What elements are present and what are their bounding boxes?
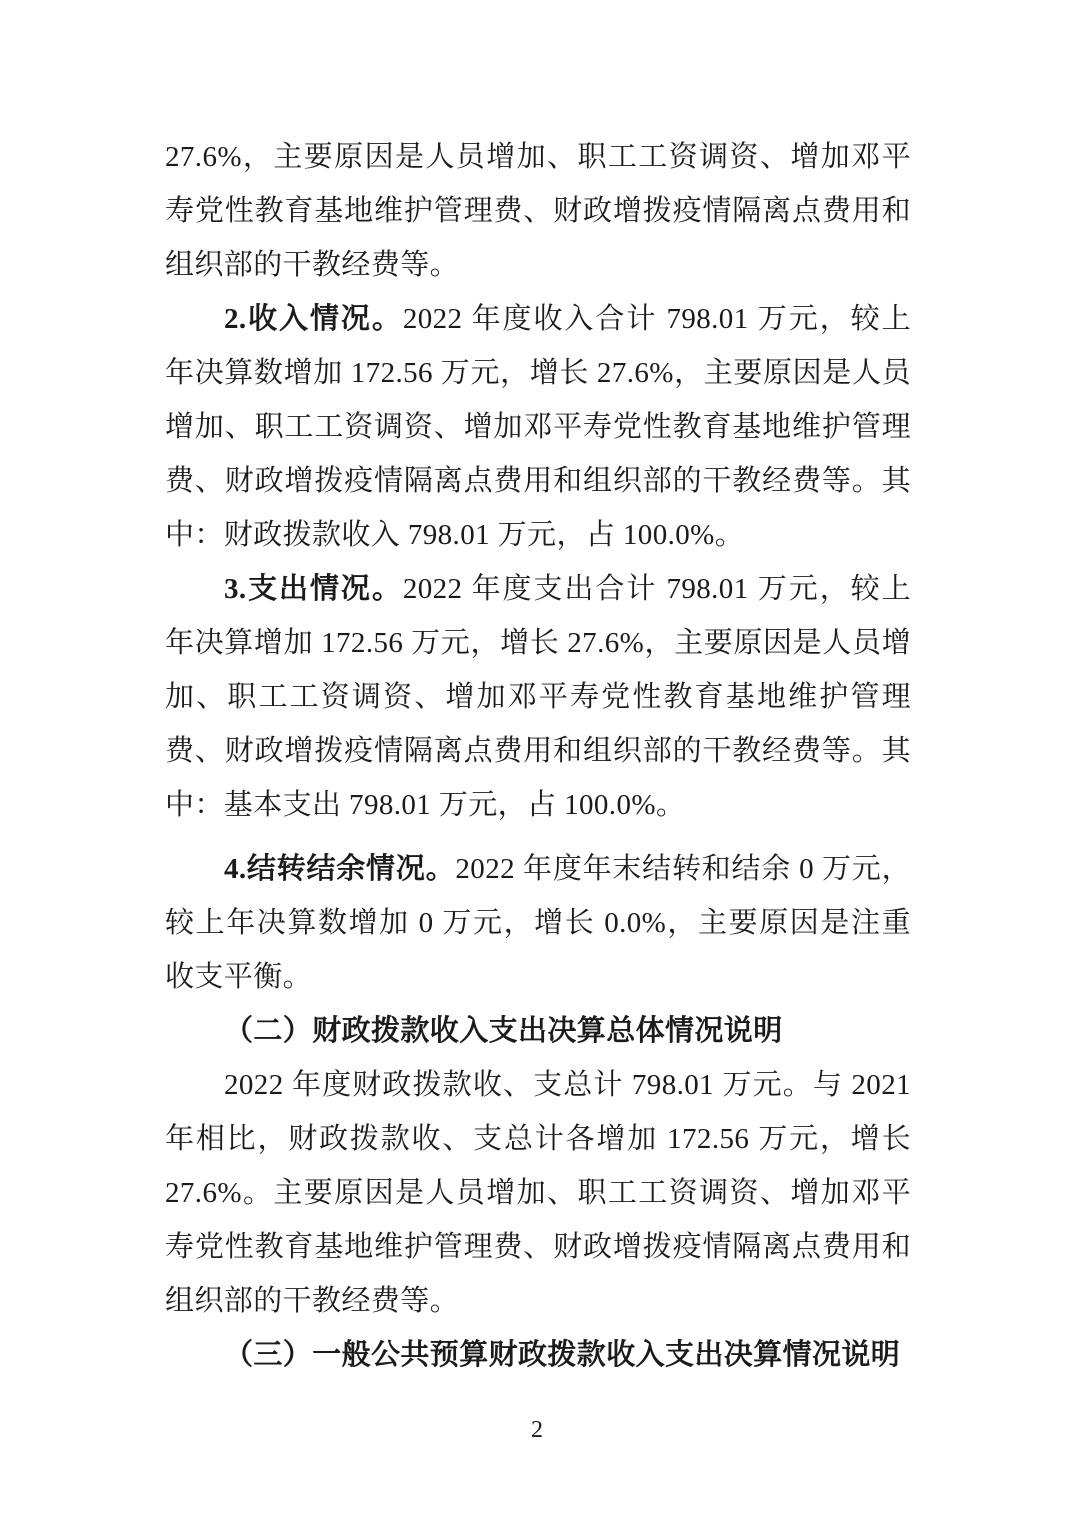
text-run: 2022 年度财政拨款收、支总计 798.01 万元。与 2021 年相比，财政拨款收、支总计各增加 172.56 万元，增长 27.6%。主要原因是人员增加、职工工资调资、增加邓平寿党性教育基地维护管理费、财政增拨疫情隔离点费用和组织部的干教经费等。 (165, 1069, 911, 1317)
bold-text-run: 4.结转结余情况。 (224, 853, 456, 885)
bold-text-run: （三）一般公共预算财政拨款收入支出决算情况说明 (224, 1339, 901, 1371)
text-run: 2022 年度年末结转和结余 0 万元，较上年决算数增加 0 万元，增长 0.0%，主要原因是注重收支平衡。 (165, 853, 911, 993)
document-body (165, 130, 911, 1382)
page-number: 2 (531, 1417, 543, 1443)
body-paragraph (165, 562, 911, 832)
text-run: 2022 年度支出合计 798.01 万元，较上年决算增加 172.56 万元，增长 27.6%，主要原因是人员增加、职工工资调资、增加邓平寿党性教育基地维护管理费、财政增拨疫情隔离点费用和组织部的干教经费等。其中：基本支出 798.01 万元，占 100.0%。 (165, 573, 911, 821)
bold-text-run: 3.支出情况。 (224, 573, 403, 605)
section-heading (165, 1004, 911, 1058)
bold-text-run: （二）财政拨款收入支出决算总体情况说明 (224, 1015, 783, 1047)
body-paragraph (165, 292, 911, 562)
text-run: 27.6%，主要原因是人员增加、职工工资调资、增加邓平寿党性教育基地维护管理费、财政增拨疫情隔离点费用和组织部的干教经费等。 (165, 141, 911, 281)
body-paragraph (165, 1058, 911, 1328)
body-paragraph (165, 842, 911, 1004)
bold-text-run: 2.收入情况。 (224, 303, 403, 335)
text-run: 2022 年度收入合计 798.01 万元，较上年决算数增加 172.56 万元，增长 27.6%，主要原因是人员增加、职工工资调资、增加邓平寿党性教育基地维护管理费、财政增拨疫情隔离点费用和组织部的干教经费等。其中：财政拨款收入 798.01 万元，占 100.0%。 (165, 303, 911, 551)
body-paragraph (165, 130, 911, 292)
section-heading (165, 1328, 911, 1382)
